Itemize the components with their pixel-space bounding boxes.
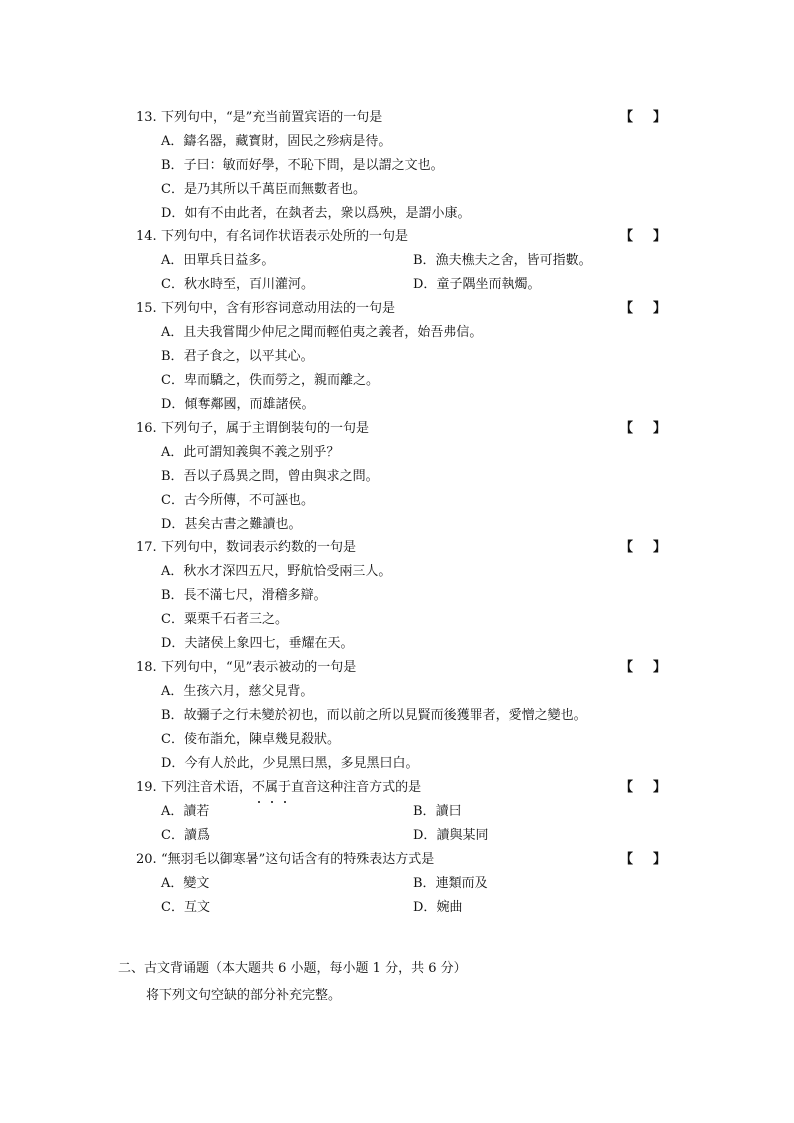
answer-bracket[interactable]: 【 】 xyxy=(620,110,666,125)
answer-bracket[interactable]: 【 】 xyxy=(620,852,666,867)
option-a: A．讀若 xyxy=(161,804,210,819)
answer-bracket[interactable]: 【 】 xyxy=(620,301,666,316)
option-b: B．長不滿七尺，滑稽多辯。 xyxy=(161,588,327,603)
option-c: C．是乃其所以千萬臣而無數者也。 xyxy=(161,182,366,197)
question-stem xyxy=(136,297,666,321)
question-text: 下列句子，属于主谓倒装句的一句是 xyxy=(161,421,370,436)
option-a: A．田單兵日益多。 xyxy=(161,253,275,268)
question-stem xyxy=(136,417,666,441)
answer-bracket[interactable]: 【 】 xyxy=(620,421,666,436)
option-c: C．古今所傳，不可誣也。 xyxy=(161,493,314,508)
option-b: B．子曰：敏而好學，不恥下問，是以謂之文也。 xyxy=(161,158,444,173)
question-text: 下列句中，“是”充当前置宾语的一句是 xyxy=(161,110,383,125)
answer-bracket[interactable]: 【 】 xyxy=(620,780,666,795)
option-a: A．生孩六月，慈父見背。 xyxy=(161,684,314,699)
option-c: C．卑而驕之，佚而勞之，親而離之。 xyxy=(161,373,379,388)
option-a: A．此可謂知義與不義之别乎？ xyxy=(161,445,340,460)
question-number: 17. xyxy=(136,540,157,555)
section-2-title: 二、古文背诵题（本大题共 6 小题，每小题 1 分，共 6 分） xyxy=(118,961,467,976)
option-b: B．故彌子之行未變於初也，而以前之所以見賢而後獲罪者，愛憎之變也。 xyxy=(161,708,587,723)
option-d: D．讀與某同 xyxy=(413,828,489,843)
option-c: C．互文 xyxy=(161,900,210,915)
option-a: A．秋水才深四五尺，野航恰受兩三人。 xyxy=(161,564,392,579)
question-number: 14. xyxy=(136,229,157,244)
option-c: C．讀爲 xyxy=(161,828,210,843)
question-17 xyxy=(136,536,666,656)
option-d: D．夫諸侯上象四七，垂耀在天。 xyxy=(161,636,354,651)
option-b: B．連類而及 xyxy=(413,876,488,891)
question-stem xyxy=(136,656,666,680)
question-text: 下列句中，含有形容词意动用法的一句是 xyxy=(161,301,396,316)
question-14 xyxy=(136,225,666,297)
option-d: D．傾奪鄰國，而雄諸侯。 xyxy=(161,397,315,412)
answer-bracket[interactable]: 【 】 xyxy=(620,660,666,675)
question-13 xyxy=(136,106,666,226)
question-number: 20. xyxy=(136,852,157,867)
question-number: 16. xyxy=(136,421,157,436)
question-20 xyxy=(136,848,666,920)
question-number: 18. xyxy=(136,660,157,675)
question-stem xyxy=(136,106,666,130)
option-c: C．倰布詣允，陳卓幾見殺狀。 xyxy=(161,732,340,747)
question-text: 下列句中，“见”表示被动的一句是 xyxy=(161,660,357,675)
option-b: B．漁夫樵夫之舍，皆可指數。 xyxy=(413,253,592,268)
question-stem xyxy=(136,848,666,872)
option-a: A．且夫我嘗聞少仲尼之聞而輕伯夷之義者，始吾弗信。 xyxy=(161,325,483,340)
option-a: A．變文 xyxy=(161,876,210,891)
question-stem xyxy=(136,776,666,800)
option-c: C．粟栗千石者三之。 xyxy=(161,612,288,627)
section-2-instruction: 将下列文句空缺的部分补充完整。 xyxy=(146,988,342,1003)
question-text: 下列句中，数词表示约数的一句是 xyxy=(161,540,357,555)
option-d: D．甚矣古書之難讀也。 xyxy=(161,517,302,532)
option-a: A．鑄名器，藏寳財，固民之殄病是待。 xyxy=(161,134,392,149)
question-19 xyxy=(136,776,666,848)
answer-bracket[interactable]: 【 】 xyxy=(620,229,666,244)
option-d: D．婉曲 xyxy=(413,900,463,915)
answer-bracket[interactable]: 【 】 xyxy=(620,540,666,555)
question-number: 15. xyxy=(136,301,157,316)
question-text: “無羽毛以御寒暑”这句话含有的特殊表达方式是 xyxy=(161,852,435,867)
option-b: B．吾以子爲異之問，曾由與求之問。 xyxy=(161,469,379,484)
option-d: D．童子隅坐而執燭。 xyxy=(413,277,541,292)
question-text: 下列注音术语，不属于直音这种注音方式的是 xyxy=(161,776,666,800)
question-text: 下列句中，有名词作状语表示处所的一句是 xyxy=(161,229,409,244)
question-number: 13. xyxy=(136,110,157,125)
question-stem xyxy=(136,536,666,560)
question-stem xyxy=(136,225,666,249)
option-c: C．秋水時至，百川灌河。 xyxy=(161,277,314,292)
question-16 xyxy=(136,417,666,537)
emphasis-dotted: 不属于 xyxy=(252,780,291,795)
option-d: D．如有不由此者，在埶者去，衆以爲殃，是謂小康。 xyxy=(161,206,471,221)
option-b: B．君子食之，以平其心。 xyxy=(161,349,314,364)
option-d: D．今有人於此，少見黑曰黑，多見黑曰白。 xyxy=(161,756,419,771)
option-b: B．讀曰 xyxy=(413,804,462,819)
question-15 xyxy=(136,297,666,417)
question-number: 19. xyxy=(136,780,157,795)
question-18 xyxy=(136,656,666,776)
